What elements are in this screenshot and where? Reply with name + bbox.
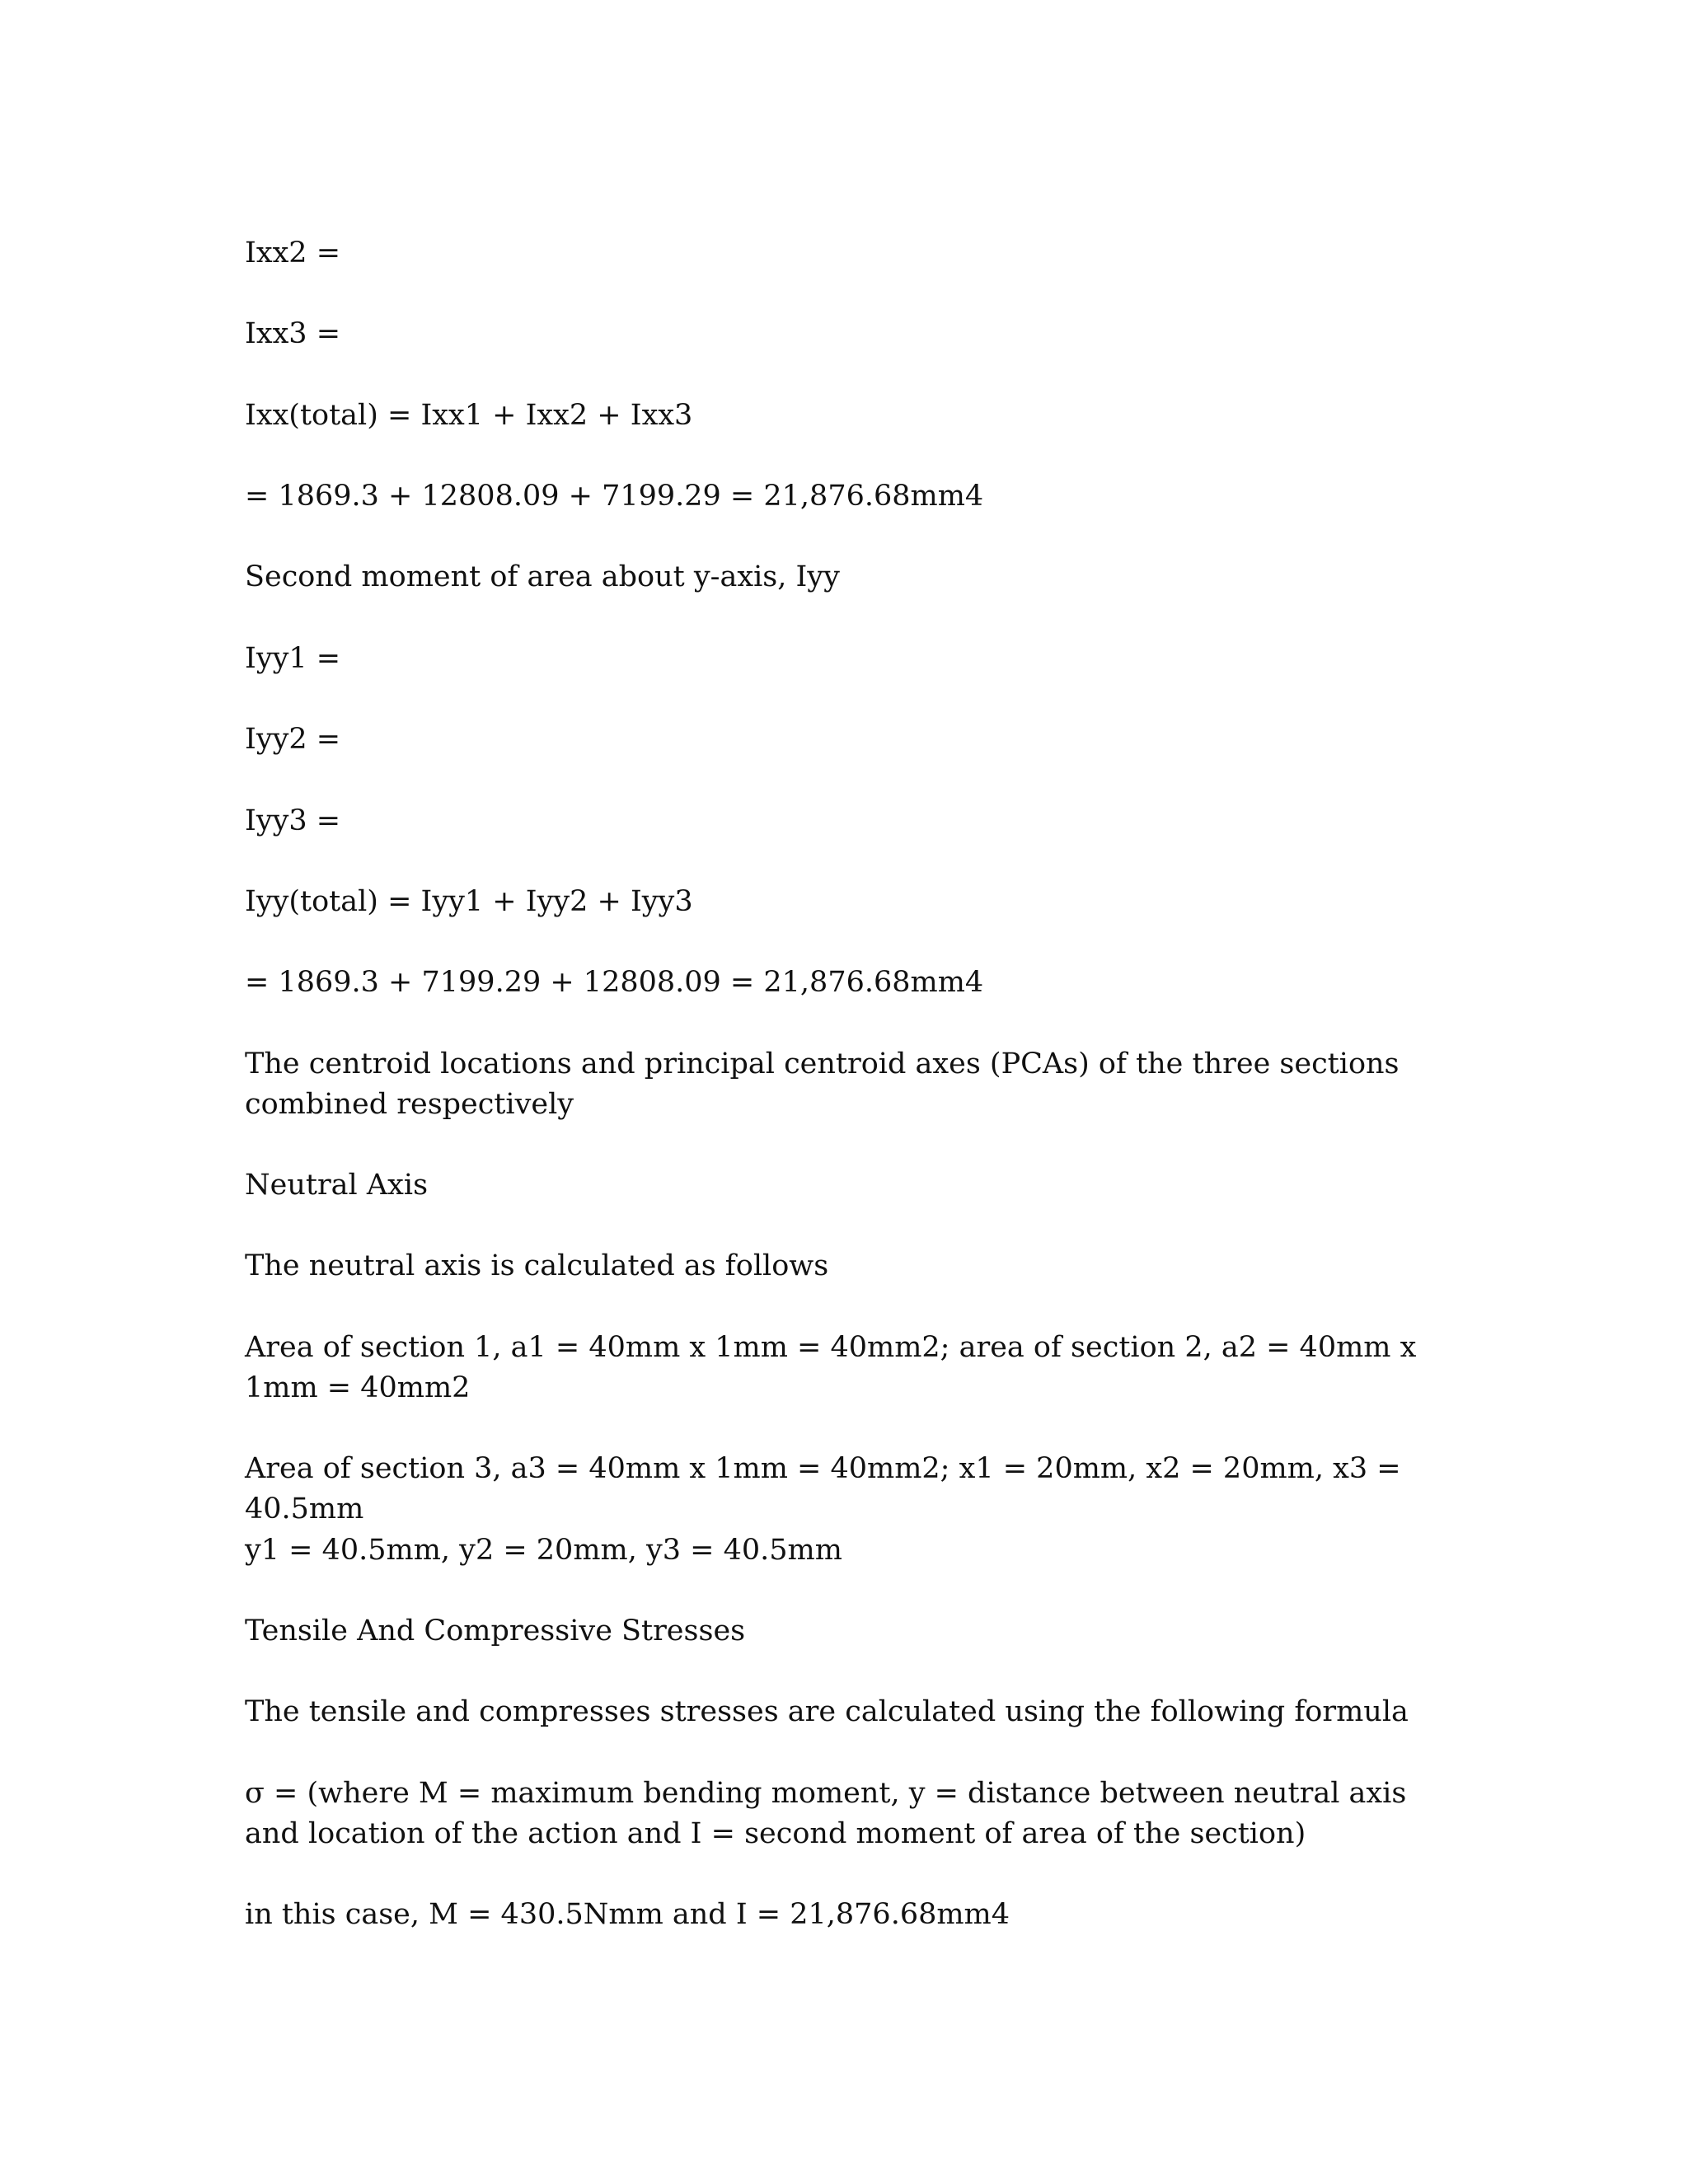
paragraph-stresses-intro: The tensile and compresses stresses are calculated using the following formula: [245, 1695, 1409, 1728]
paragraph-case-values: in this case, M = 430.5Nmm and I = 21,876.68mm4: [245, 1898, 1010, 1931]
paragraph-y-values: y1 = 40.5mm, y2 = 20mm, y3 = 40.5mm: [245, 1534, 842, 1567]
paragraph-area-section-3: Area of section 3, a3 = 40mm x 1mm = 40mm2; x1 = 20mm, x2 = 20mm, x3 = 40.5mm: [245, 1452, 1401, 1526]
paragraph-neutral-axis-intro: The neutral axis is calculated as follows: [245, 1249, 829, 1282]
paragraph-area-sections-1-2: Area of section 1, a1 = 40mm x 1mm = 40mm2; area of section 2, a2 = 40mm x 1mm = 40mm2: [245, 1331, 1417, 1404]
paragraph-ixx-total: Ixx(total) = Ixx1 + Ixx2 + Ixx3: [245, 399, 693, 432]
paragraph-centroid-locations: The centroid locations and principal centroid axes (PCAs) of the three sections combined respectively: [245, 1047, 1400, 1121]
paragraph-neutral-axis-heading: Neutral Axis: [245, 1169, 429, 1202]
paragraph-iyy-total: Iyy(total) = Iyy1 + Iyy2 + Iyy3: [245, 885, 693, 918]
paragraph-ixx2: Ixx2 =: [245, 237, 341, 269]
paragraph-ixx3: Ixx3 =: [245, 317, 341, 350]
paragraph-iyy-sum: = 1869.3 + 7199.29 + 12808.09 = 21,876.68mm4: [245, 966, 984, 999]
paragraph-ixx-sum: = 1869.3 + 12808.09 + 7199.29 = 21,876.68mm4: [245, 480, 984, 513]
paragraph-iyy3: Iyy3 =: [245, 804, 341, 837]
paragraph-iyy1: Iyy1 =: [245, 642, 341, 675]
paragraph-stresses-heading: Tensile And Compressive Stresses: [245, 1615, 746, 1647]
paragraph-iyy-heading: Second moment of area about y-axis, Iyy: [245, 560, 840, 593]
paragraph-sigma-formula: σ = (where M = maximum bending moment, y = distance between neutral axis and location of the action and I = second moment of area of the section): [245, 1777, 1407, 1850]
paragraph-iyy2: Iyy2 =: [245, 723, 341, 756]
